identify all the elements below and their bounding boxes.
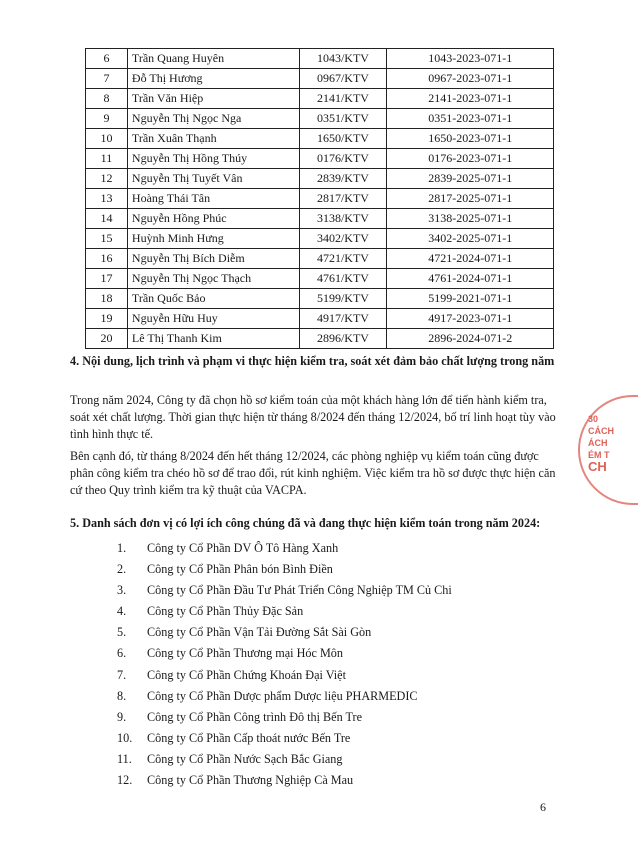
auditor-table [85, 48, 554, 349]
list-item-number: 1. [117, 541, 127, 555]
section-4-heading: 4. Nội dung, lịch trình và phạm vi thực hiện kiểm tra, soát xét đảm bảo chất lượng trong năm [70, 354, 555, 368]
registration-code: 5199-2021-071-1 [387, 289, 554, 309]
registration-code: 0967-2023-071-1 [387, 69, 554, 89]
table-row [86, 169, 554, 189]
list-item [117, 580, 452, 601]
row-number: 9 [86, 109, 128, 129]
certificate-number: 1650/KTV [299, 129, 387, 149]
list-item-number: 11. [117, 751, 132, 766]
list-item-number: 2. [117, 562, 127, 577]
list-item [117, 643, 452, 664]
section-4-paragraph-2: Bên cạnh đó, từ tháng 8/2024 đến hết tháng 12/2024, các phòng nghiệp vụ kiểm toán cũng được phân công kiểm tra chéo hồ sơ để trao đổi, rút kinh nghiệm. Việc kiểm tra hồ sơ được thực hiện căn cứ theo Quy trình kiểm tra kỹ thuật của VACPA. [70, 449, 556, 497]
table-row [86, 189, 554, 209]
list-item [117, 707, 452, 728]
registration-code: 1650-2023-071-1 [387, 129, 554, 149]
auditor-name: Nguyễn Thị Bích Diễm [127, 249, 299, 269]
certificate-number: 2896/KTV [299, 329, 387, 349]
auditor-name: Trần Quốc Bảo [127, 289, 299, 309]
list-item-number: 4. [117, 604, 127, 619]
list-item [117, 749, 452, 770]
certificate-number: 5199/KTV [299, 289, 387, 309]
row-number: 7 [86, 69, 128, 89]
auditor-name: Nguyễn Thị Hồng Thúy [127, 149, 299, 169]
company-name: Công ty Cổ Phần Chứng Khoán Đại Việt [147, 667, 346, 682]
auditor-name: Nguyễn Hồng Phúc [127, 209, 299, 229]
registration-code: 0176-2023-071-1 [387, 149, 554, 169]
company-name: Công ty Cổ Phần Đầu Tư Phát Triển Công Nghiệp TM Củ Chi [147, 583, 452, 598]
page-number: 6 [540, 800, 546, 814]
list-item-number: 12. [117, 773, 133, 788]
company-name: Công ty Cổ Phần DV Ô Tô Hàng Xanh [147, 541, 339, 555]
auditor-name: Đỗ Thị Hương [127, 69, 299, 89]
auditor-name: Trần Xuân Thạnh [127, 129, 299, 149]
row-number: 12 [86, 169, 128, 189]
auditor-name: Hoàng Thái Tân [127, 189, 299, 209]
company-list [117, 538, 452, 791]
list-item [117, 601, 452, 622]
certificate-number: 1043/KTV [299, 49, 387, 69]
row-number: 15 [86, 229, 128, 249]
registration-code: 4917-2023-071-1 [387, 309, 554, 329]
list-item [117, 622, 452, 643]
company-name: Công ty Cổ Phần Thương Nghiệp Cà Mau [147, 773, 354, 788]
company-name: Công ty Cổ Phần Vận Tải Đường Sắt Sài Gòn [147, 625, 372, 640]
company-name: Công ty Cổ Phần Cấp thoát nước Bến Tre [147, 730, 351, 745]
row-number: 11 [86, 149, 128, 169]
row-number: 13 [86, 189, 128, 209]
row-number: 17 [86, 269, 128, 289]
certificate-number: 3402/KTV [299, 229, 387, 249]
table-row [86, 269, 554, 289]
auditor-name: Lê Thị Thanh Kim [127, 329, 299, 349]
company-seal [578, 395, 638, 505]
table-row [86, 149, 554, 169]
registration-code: 3138-2025-071-1 [387, 209, 554, 229]
row-number: 6 [86, 49, 128, 69]
auditor-name: Nguyễn Thị Tuyết Vân [127, 169, 299, 189]
list-item-number: 8. [117, 688, 127, 703]
table-row [86, 289, 554, 309]
list-item-number: 5. [117, 625, 127, 640]
auditor-name: Huỳnh Minh Hưng [127, 229, 299, 249]
list-item-number: 6. [117, 646, 127, 661]
row-number: 14 [86, 209, 128, 229]
company-name: Công ty Cổ Phần Phân bón Bình Điền [147, 562, 333, 577]
certificate-number: 2141/KTV [299, 89, 387, 109]
table-row [86, 229, 554, 249]
registration-code: 0351-2023-071-1 [387, 109, 554, 129]
section-5-heading: 5. Danh sách đơn vị có lợi ích công chúng đã và đang thực hiện kiểm toán trong năm 2024: [70, 516, 541, 530]
auditor-name: Trần Văn Hiệp [127, 89, 299, 109]
certificate-number: 0176/KTV [299, 149, 387, 169]
list-item [117, 770, 452, 791]
registration-code: 3402-2025-071-1 [387, 229, 554, 249]
list-item [117, 665, 452, 686]
list-item-number: 9. [117, 709, 127, 724]
company-name: Công ty Cổ Phần Thủy Đặc Sản [147, 604, 304, 619]
table-row [86, 89, 554, 109]
certificate-number: 4917/KTV [299, 309, 387, 329]
row-number: 19 [86, 309, 128, 329]
auditor-name: Nguyễn Thị Ngọc Nga [127, 109, 299, 129]
table-row [86, 129, 554, 149]
list-item [117, 686, 452, 707]
certificate-number: 2817/KTV [299, 189, 387, 209]
list-item [117, 559, 452, 580]
table-row [86, 249, 554, 269]
registration-code: 2839-2025-071-1 [387, 169, 554, 189]
table-row [86, 69, 554, 89]
auditor-name: Nguyễn Hữu Huy [127, 309, 299, 329]
certificate-number: 4761/KTV [299, 269, 387, 289]
list-item [117, 728, 452, 749]
certificate-number: 2839/KTV [299, 169, 387, 189]
row-number: 8 [86, 89, 128, 109]
row-number: 18 [86, 289, 128, 309]
list-item [117, 538, 452, 559]
table-row [86, 209, 554, 229]
table-row [86, 309, 554, 329]
company-name: Công ty Cổ Phần Nước Sạch Bắc Giang [147, 751, 343, 766]
table-row [86, 109, 554, 129]
company-name: Công ty Cổ Phần Dược phẩm Dược liệu PHARMEDIC [147, 688, 418, 703]
registration-code: 2896-2024-071-2 [387, 329, 554, 349]
certificate-number: 3138/KTV [299, 209, 387, 229]
row-number: 16 [86, 249, 128, 269]
registration-code: 4721-2024-071-1 [387, 249, 554, 269]
registration-code: 4761-2024-071-1 [387, 269, 554, 289]
registration-code: 1043-2023-071-1 [387, 49, 554, 69]
table-row [86, 329, 554, 349]
row-number: 10 [86, 129, 128, 149]
seal-text: 30 CÁCH ÁCH ÉM T CH [588, 414, 614, 474]
certificate-number: 0351/KTV [299, 109, 387, 129]
company-name: Công ty Cổ Phần Công trình Đô thị Bến Tre [147, 709, 362, 724]
list-item-number: 3. [117, 583, 127, 598]
certificate-number: 4721/KTV [299, 249, 387, 269]
registration-code: 2141-2023-071-1 [387, 89, 554, 109]
company-name: Công ty Cổ Phần Thương mại Hóc Môn [147, 646, 343, 661]
registration-code: 2817-2025-071-1 [387, 189, 554, 209]
row-number: 20 [86, 329, 128, 349]
certificate-number: 0967/KTV [299, 69, 387, 89]
auditor-name: Nguyễn Thị Ngọc Thạch [127, 269, 299, 289]
section-4-paragraph-1: Trong năm 2024, Công ty đã chọn hồ sơ kiểm toán của một khách hàng lớn để tiến hành kiểm tra, soát xét chất lượng. Thời gian thực hiện từ tháng 8/2024 đến tháng 12/2024, bố trí linh hoạt tùy vào tình hình thực tế. [70, 393, 556, 441]
list-item-number: 10. [117, 730, 133, 745]
auditor-name: Trần Quang Huyên [127, 49, 299, 69]
table-row [86, 49, 554, 69]
list-item-number: 7. [117, 667, 127, 682]
